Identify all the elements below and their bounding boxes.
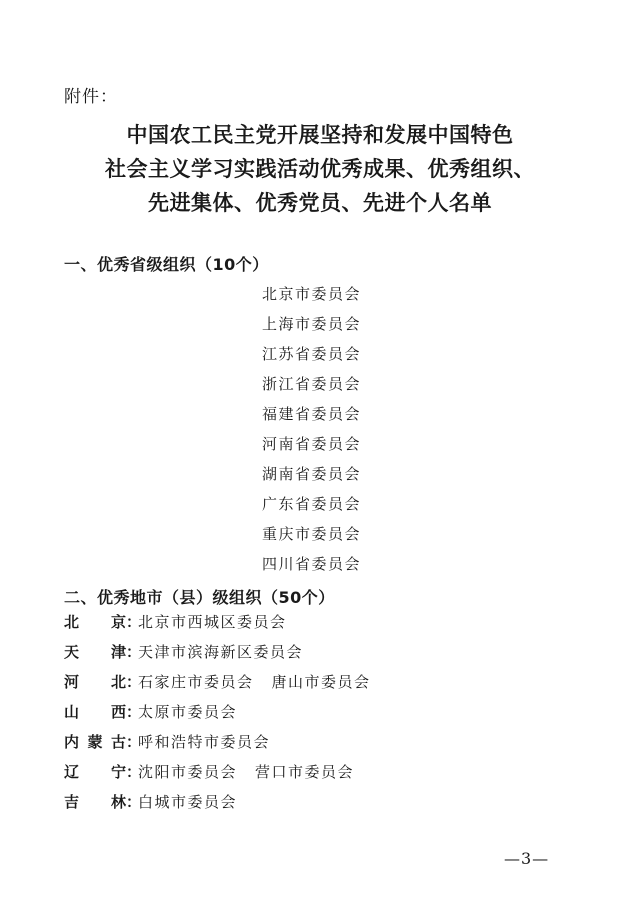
city-orgs [138,794,237,810]
section-heading-provincial: 一、优秀省级组织（10个） [64,255,269,274]
province-name: 河北 [64,673,126,691]
document-title [0,118,640,220]
city-org: 唐山市委员会 [271,673,371,691]
province-row [64,704,371,734]
colon: ： [126,643,142,661]
city-orgs [138,674,371,690]
list-item: 浙江省委员会 [262,375,362,393]
list-item: 上海市委员会 [262,315,362,333]
list-item: 江苏省委员会 [262,345,362,363]
province-row [64,674,371,704]
province-name: 内蒙古 [64,733,126,751]
city-org: 石家庄市委员会 [138,673,254,691]
city-orgs [138,614,287,630]
city-orgs [138,734,270,750]
title-line: 中国农工民主党开展坚持和发展中国特色 [126,123,514,147]
city-orgs [138,704,237,720]
attachment-label: 附件： [64,87,118,107]
province-row [64,764,371,794]
city-org: 营口市委员会 [255,763,355,781]
province-name: 辽宁 [64,763,126,781]
province-name: 山西 [64,703,126,721]
municipal-org-list [64,614,371,824]
province-name: 北京 [64,613,126,631]
list-item: 四川省委员会 [262,555,362,573]
colon: ： [126,733,142,751]
city-org: 太原市委员会 [138,703,238,721]
province-name: 天津 [64,643,126,661]
title-line: 先进集体、优秀党员、先进个人名单 [148,191,492,215]
colon: ： [126,673,142,691]
colon: ： [126,763,142,781]
list-item: 湖南省委员会 [262,465,362,483]
city-org: 北京市西城区委员会 [138,613,287,631]
page-number: —3— [504,849,550,868]
city-org: 沈阳市委员会 [138,763,238,781]
province-row [64,734,371,764]
provincial-org-list [262,286,361,586]
colon: ： [126,703,142,721]
list-item: 重庆市委员会 [262,525,362,543]
colon: ： [126,793,142,811]
city-org: 天津市滨海新区委员会 [138,643,304,661]
province-row [64,794,371,824]
province-row [64,644,371,674]
city-org: 白城市委员会 [138,793,238,811]
list-item: 河南省委员会 [262,435,362,453]
list-item: 北京市委员会 [262,285,362,303]
province-name: 吉林 [64,793,126,811]
list-item: 广东省委员会 [262,495,362,513]
list-item: 福建省委员会 [262,405,362,423]
city-orgs [138,764,354,780]
colon: ： [126,613,142,631]
title-line: 社会主义学习实践活动优秀成果、优秀组织、 [105,157,535,181]
section-heading-municipal: 二、优秀地市（县）级组织（50个） [64,588,335,607]
city-org: 呼和浩特市委员会 [138,733,271,751]
province-row [64,614,371,644]
city-orgs [138,644,303,660]
